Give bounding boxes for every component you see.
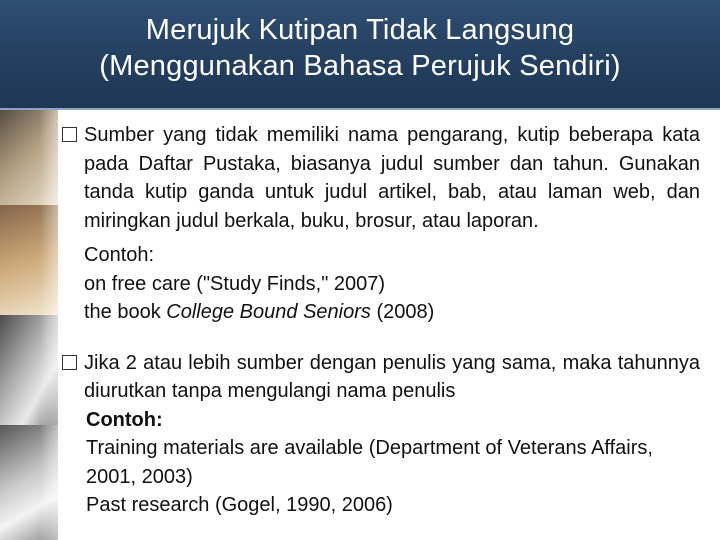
slide-title-line-2: (Menggunakan Bahasa Perujuk Sendiri) — [99, 50, 621, 82]
bullet-text-2: Jika 2 atau lebih sumber dengan penulis yang sama, maka tahunnya diurutkan tanpa mengulangi nama penulis — [84, 351, 700, 402]
example-1-line-1: on free care ("Study Finds," 2007) — [84, 272, 386, 295]
bullet-item-1 — [62, 121, 700, 235]
title-divider — [0, 108, 720, 110]
example-block-2 — [62, 406, 700, 520]
square-bullet-icon — [62, 127, 77, 142]
title-bar — [0, 0, 720, 108]
slide-title-line-1: Merujuk Kutipan Tidak Langsung — [145, 14, 575, 46]
example-1-line-2: the book College Bound Seniors (2008) — [84, 301, 435, 323]
square-bullet-icon — [62, 355, 77, 370]
example-label-2: Contoh: — [86, 408, 163, 431]
example-label-1: Contoh: — [84, 244, 155, 266]
bullet-text-1: Sumber yang tidak memiliki nama pengarang, kutip beberapa kata pada Daftar Pustaka, biasanya judul sumber dan tahun. Gunakan tanda kutip ganda untuk judul artikel, bab, atau laman web, dan miringkan judul berkala, buku, brosur, atau laporan. — [84, 124, 700, 232]
example-2-line-2: Past research (Gogel, 1990, 2006) — [86, 494, 393, 516]
example-2-line-1: Training materials are available (Department of Veterans Affairs, 2001, 2003) — [86, 437, 653, 488]
example-block-1 — [62, 241, 700, 327]
slide-content — [62, 121, 700, 520]
bullet-item-2 — [62, 349, 700, 406]
